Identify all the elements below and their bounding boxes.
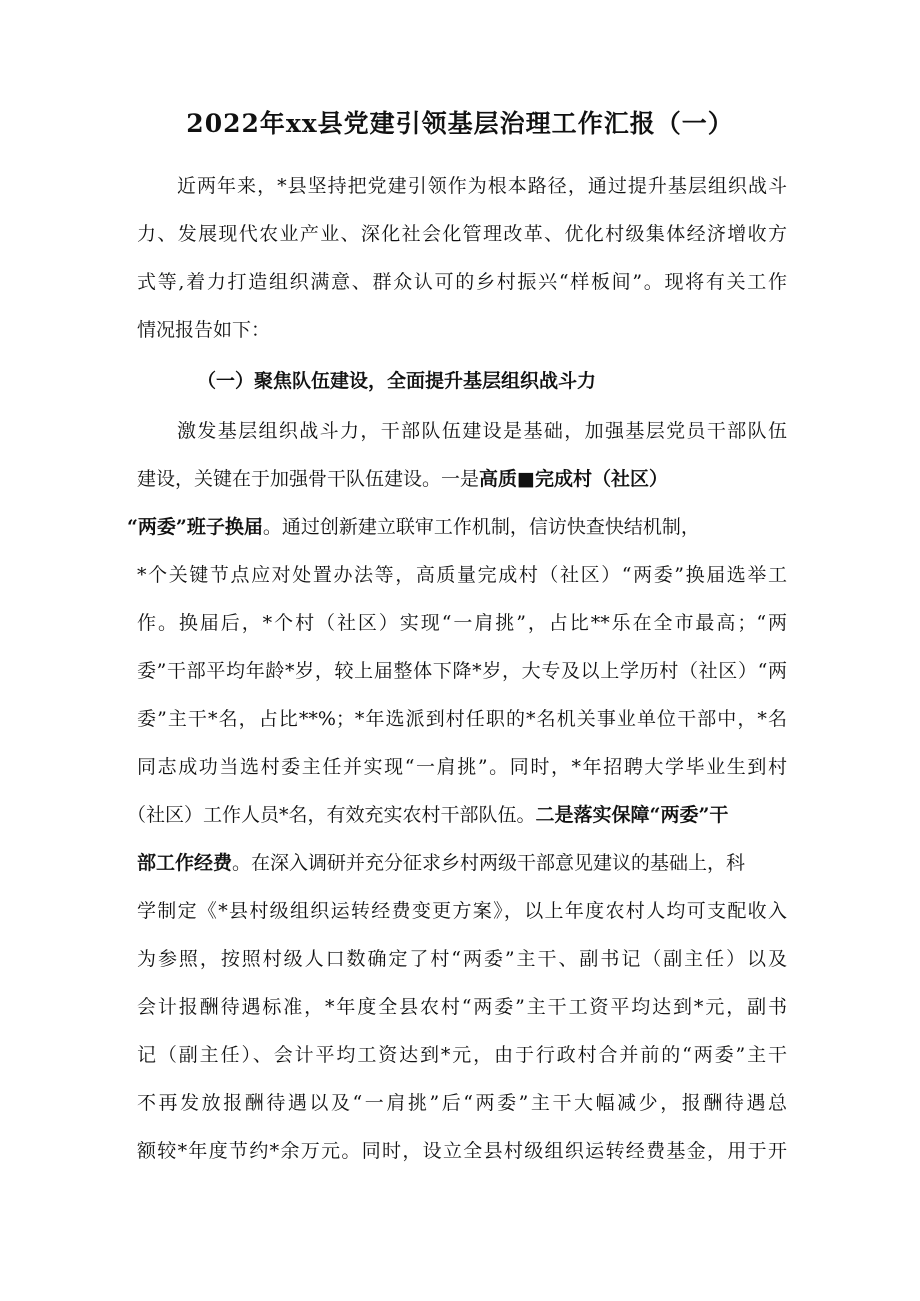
paragraph-line: 额较*年度节约*余万元。同时，设立全县村级组织运转经费基金，用于开 [137,1140,787,1162]
paragraph-line [137,465,787,493]
paragraph-line: 记（副主任）、会计平均工资达到*元，由于行政村合并前的“两委”主干 [137,1044,787,1066]
paragraph-line: 不再发放报酬待遇以及“一肩挑”后“两委”主干大幅减少，报酬待遇总 [137,1092,787,1114]
paragraph-line: 委”干部平均年龄*岁，较上届整体下降*岁，大专及以上学历村（社区）“两 [137,660,787,682]
paragraph-line: 会计报酬待遇标准，*年度全县农村“两委”主干工资平均达到*元，副书 [137,996,787,1018]
intro-line: 近两年来，*县坚持把党建引领作为根本路径，通过提升基层组织战斗 [177,175,787,197]
plain-text: 建设，关键在于加强骨干队伍建设。一是 [137,468,480,490]
paragraph-line: 委”主干*名，占比**%；*年选派到村任职的*名机关事业单位干部中，*名 [137,708,787,730]
paragraph-line [137,849,787,877]
section-heading: （一）聚焦队伍建设，全面提升基层组织战斗力 [197,370,597,392]
bold-text: 部工作经费 [137,852,233,874]
paragraph-line: *个关键节点应对处置办法等，高质量完成村（社区）“两委”换届选举工 [137,564,787,586]
paragraph-line: 激发基层组织战斗力，干部队伍建设是基础，加强基层党员干部队伍 [177,420,787,442]
paragraph-line: 学制定《*县村级组织运转经费变更方案》，以上年度农村人均可支配收入 [137,900,787,922]
paragraph-line [127,513,777,541]
paragraph-line: 为参照，按照村级人口数确定了村“两委”主干、副书记（副主任）以及 [137,948,787,970]
document-title: 2022年xx县党建引领基层治理工作汇报（一） [186,109,734,138]
intro-line: 情况报告如下： [137,319,271,341]
plain-text: 。在深入调研并充分征求乡村两级干部意见建议的基础上，科 [232,852,746,874]
paragraph-line [127,801,777,829]
intro-line: 力、发展现代农业产业、深化社会化管理改革、优化村级集体经济增收方 [137,223,787,245]
paragraph-line: 同志成功当选村委主任并实现“一肩挑”。同时，*年招聘大学毕业生到村 [137,756,787,778]
plain-text: （社区）工作人员*名，有效充实农村干部队伍。 [127,804,536,826]
intro-line: 式等,着力打造组织满意、群众认可的乡村振兴“样板间”。现将有关工作 [137,271,787,293]
bold-text: 高质■完成村（社区） [479,468,668,490]
paragraph-line: 作。换届后，*个村（社区）实现“一肩挑”，占比**乐在全市最高；“两 [137,612,787,634]
bold-text: 二是落实保障“两委”干 [535,804,729,826]
plain-text: 。通过创新建立联审工作机制，信访快查快结机制， [262,516,700,538]
bold-text: “两委”班子换届 [127,516,263,538]
